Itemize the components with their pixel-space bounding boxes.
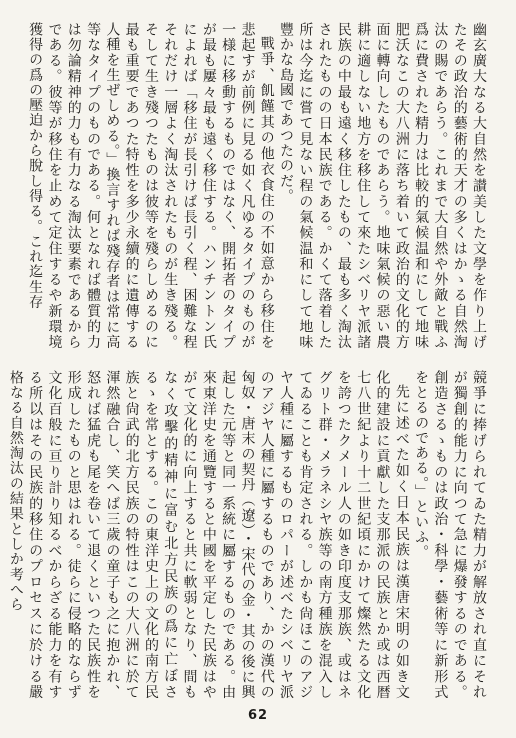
paragraph: 戰爭、飢饉其の他衣食住の不如意から移住を悲起すが前例に見る如く凡ゆるタイプのものが一様に移動するものではなく、開拓者のタイプが最も屢々最も遠く移住する。ハンチントン氏によれば「移住が長引けば長引く程、困難な程それだけ一層よく淘汰されたものが生き殘る。そして生き殘つたものは彼等を殘らしめるのに最も重要であつた特性を多少永續的に遺傳する人種を生ぜしめる。」換言すれば殘存者は常に高等なタイプのものである。何となれば體質的力は勿論精神的力も有力なる淘汰要素であるからである。彼等が移住を止めて定住するや新環境獲得の爲の壓迫から脫し得る。これ迄生存 (27, 22, 275, 350)
lower-text-block (7, 370, 488, 700)
page-number: 62 (247, 708, 269, 723)
paragraph: 競爭に捧げられてゐた精力が解放され直にそれが獨創的能力に向つて急に爆發するのである。創造さるゝものは政治・科學・藝術等に新形式をとるのである。」といふ。 (413, 370, 487, 700)
upper-text-block (26, 22, 488, 350)
paragraph: 先に述べた如く日本民族は漢唐宋明の如き文化的建設に貢獻した支那派の民族とか或は西暦七八世紀より十二世紀頃にかけて燦然たる文化を誇つたクメール人の如き印度支那族、或はネグリト群・メラネシヤ族等の南方種族を混入してゐることも肯定される。しかも尙ほこのアジヤ人種に屬するものロパーが述べたシベリヤ派のアジヤ人種に屬するものであり、かの漢代の匈奴・唐末の契丹（遼）・宋代の金・其の後に興起した元等と同一系統に屬するものである。由來東洋史を通覽すると中國を平定した民族はやがて文化的に向上すると共に軟弱となり、間もなく攻擊的精神に富む北方民族の爲に亡ぼさるゝを常とする。この東洋史上の文化的南方民族と尙武的北方民族の特性はこの大八洲に於て渾然融合し、笑へば三歲の童子も之に抱かれ、怒れば猛虎も尾を卷いて退くといつた民族性を形成したものと思はれる。徒らに侵略的ならず文化百般に亘り計り知るべからざる能力を有する所以はその民族的移住のプロセスに於ける嚴格なる自然淘汰の結果としか考へら (7, 370, 410, 700)
paragraph: 幽玄廣大なる大自然を讃美した文學を作り上げたその政治的藝術的天才の多くはかゝる自然淘汰の賜であらう。これまで大自然や外敵と戰ふ爲に費された精力は比較的氣候温和にして地味肥沃なこの大八洲に落ち着いて政治的文化的方面に轉向したものであらう。地味氣候の惡い農耕に適しない地方を移住して來たシベリヤ派諸民族の中最も遠く移住したもの、最も多く淘汰されたものの日本民族である。かくて落着した所は今迄に嘗て見ない程の氣候温和にして地味豐かな島國であつたのだ。 (278, 22, 487, 350)
